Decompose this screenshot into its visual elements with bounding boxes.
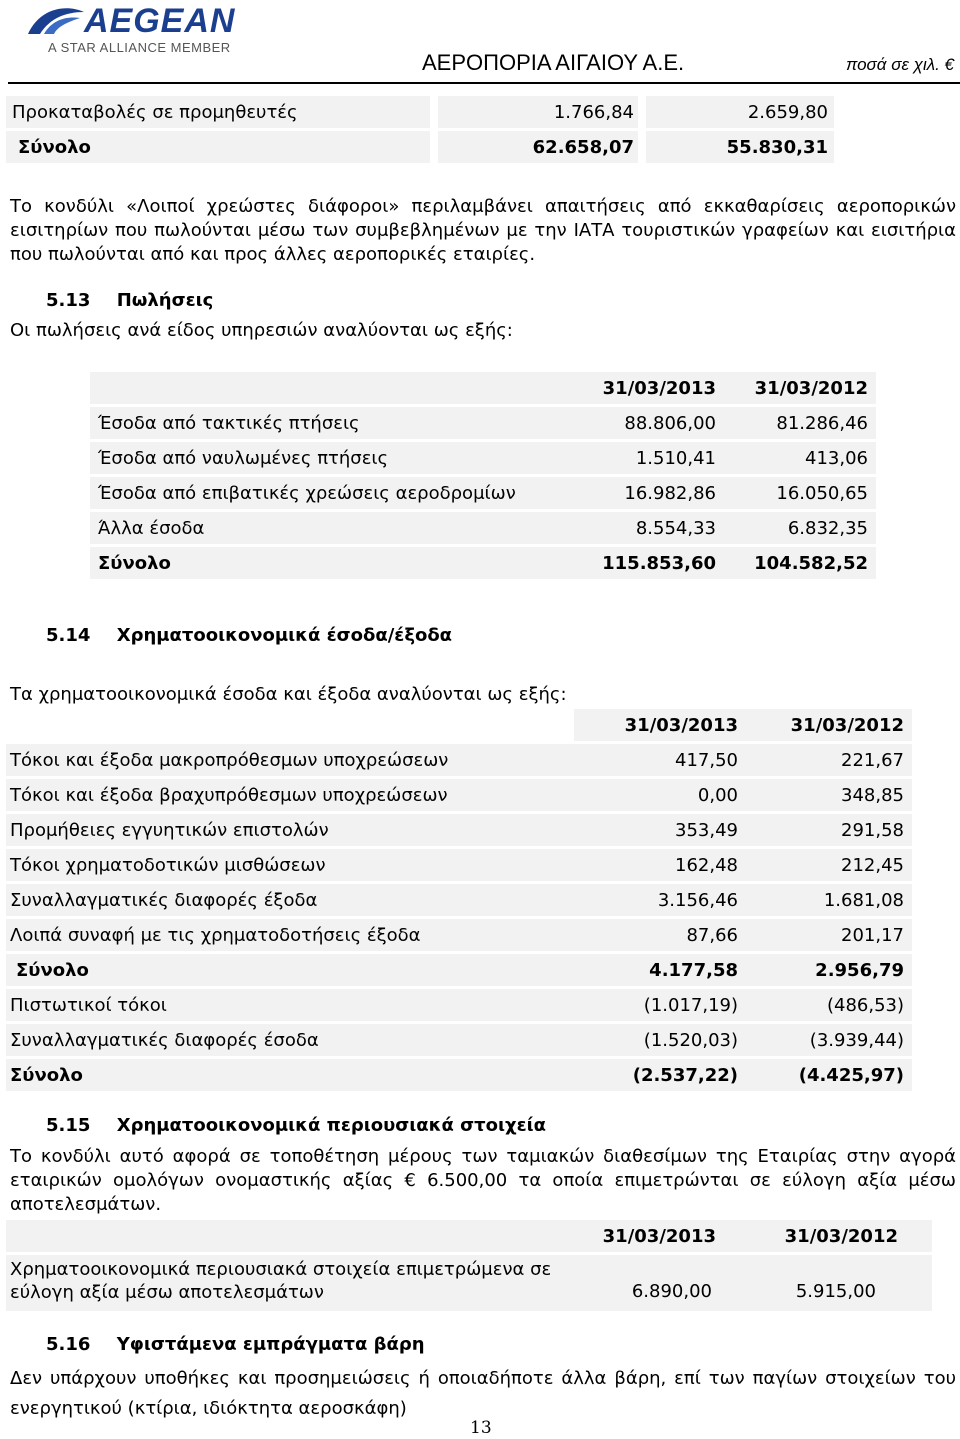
table-header-row [90, 372, 876, 404]
row-value-2013: 6.890,00 [631, 1281, 712, 1302]
row-value-2012: 291,58 [841, 819, 904, 841]
row-value-2013: 0,00 [697, 784, 738, 806]
section-title: Χρηματοοικονομικά έσοδα/έξοδα [116, 625, 453, 646]
row-value-2013: (1.520,03) [643, 1029, 738, 1051]
column-header-2013: 31/03/2013 [624, 714, 738, 736]
row-label: Προκαταβολές σε προμηθευτές [12, 101, 298, 123]
section-5-13-heading [46, 290, 213, 311]
row-label: Έσοδα από τακτικές πτήσεις [98, 412, 360, 434]
header-rule [8, 82, 960, 84]
row-label: Έσοδα από επιβατικές χρεώσεις αεροδρομίων [98, 482, 516, 504]
section-5-16-heading [46, 1334, 425, 1355]
table-row [6, 779, 912, 811]
column-header-2012: 31/03/2012 [784, 1225, 898, 1247]
table-row [6, 849, 912, 881]
table-row [90, 407, 876, 439]
row-value-2012: 413,06 [805, 447, 868, 469]
row-value-2013: (2.537,22) [632, 1064, 738, 1086]
row-value-2012: 2.659,80 [747, 101, 828, 123]
table-row-total [90, 547, 876, 579]
row-value-2013: 16.982,86 [624, 482, 716, 504]
row-value-2012: 81.286,46 [776, 412, 868, 434]
row-value-2012: 201,17 [841, 924, 904, 946]
row-value-2012: (3.939,44) [809, 1029, 904, 1051]
row-value-2013: 8.554,33 [635, 517, 716, 539]
section-5-14-heading [46, 625, 452, 646]
table-row [6, 989, 912, 1021]
aegean-logo [26, 2, 246, 58]
units-label: ποσά σε χιλ. € [845, 55, 954, 74]
section-intro: Οι πωλήσεις ανά είδος υπηρεσιών αναλύονται ως εξής: [10, 320, 513, 341]
section-intro: Τα χρηματοοικονομικά έσοδα και έξοδα αναλύονται ως εξής: [10, 684, 567, 705]
row-value-2013: 88.806,00 [624, 412, 716, 434]
row-label: Συναλλαγματικές διαφορές έξοδα [10, 889, 318, 911]
row-value-2012: 6.832,35 [787, 517, 868, 539]
table-row [6, 884, 912, 916]
row-value-2012: (4.425,97) [798, 1064, 904, 1086]
row-label: Έσοδα από ναυλωμένες πτήσεις [98, 447, 389, 469]
row-value-2013: 417,50 [675, 749, 738, 771]
table-row [6, 814, 912, 846]
table-row [90, 512, 876, 544]
row-label: Τόκοι και έξοδα μακροπρόθεσμων υποχρεώσεων [10, 749, 449, 771]
row-value-2013: 162,48 [675, 854, 738, 876]
row-value-2013: 353,49 [675, 819, 738, 841]
row-value-2013: 1.510,41 [635, 447, 716, 469]
company-name: ΑΕΡΟΠΟΡΙΑ ΑΙΓΑΙΟΥ Α.Ε. [422, 50, 685, 75]
row-label-line: εύλογη αξία μέσω αποτελεσμάτων [10, 1282, 324, 1303]
table-row [6, 1024, 912, 1056]
table-row-total [6, 1059, 912, 1091]
logo-wordmark: AEGEAN [84, 2, 236, 40]
column-header-2013: 31/03/2013 [602, 1225, 716, 1247]
row-value-2013: 87,66 [686, 924, 738, 946]
row-value-2012: 212,45 [841, 854, 904, 876]
section-number: 5.15 [46, 1115, 91, 1136]
section-text: Δεν υπάρχουν υποθήκες και προσημειώσεις ή οποιαδήποτε άλλα βάρη, επί των παγίων στοιχείων του ενεργητικού (κτίρια, ιδιόκτητα αεροσκάφη) [10, 1368, 956, 1419]
row-label [10, 1258, 551, 1304]
table-row-total [6, 131, 834, 163]
section-5-15-heading [46, 1115, 546, 1136]
row-label: Άλλα έσοδα [98, 517, 205, 539]
row-value-2012: 2.956,79 [815, 959, 904, 981]
column-header-2012: 31/03/2012 [754, 377, 868, 399]
table-row-total [6, 954, 912, 986]
row-value-2013: 115.853,60 [602, 552, 716, 574]
row-value-2013: 4.177,58 [649, 959, 738, 981]
row-label: Συναλλαγματικές διαφορές έσοδα [10, 1029, 319, 1051]
row-value-2013: 62.658,07 [532, 136, 634, 158]
section-title: Πωλήσεις [116, 290, 214, 311]
table-row [6, 744, 912, 776]
page-number: 13 [470, 1418, 492, 1438]
column-header-2013: 31/03/2013 [602, 377, 716, 399]
row-value-2012: 16.050,65 [776, 482, 868, 504]
table-row [90, 442, 876, 474]
logo-tagline: A STAR ALLIANCE MEMBER [48, 40, 231, 55]
table-header-row [6, 709, 912, 741]
row-value-2013: 1.766,84 [553, 101, 634, 123]
row-value-2012: 348,85 [841, 784, 904, 806]
table-header-row [6, 1220, 932, 1252]
column-header-2012: 31/03/2012 [790, 714, 904, 736]
section-number: 5.16 [46, 1334, 91, 1355]
row-value-2013: 3.156,46 [657, 889, 738, 911]
row-label: Πιστωτικοί τόκοι [10, 994, 167, 1016]
row-label: Τόκοι χρηματοδοτικών μισθώσεων [10, 854, 326, 876]
row-value-2013: (1.017,19) [643, 994, 738, 1016]
table-row [6, 919, 912, 951]
row-label: Σύνολο [16, 959, 89, 981]
section-title: Χρηματοοικονομικά περιουσιακά στοιχεία [116, 1115, 546, 1136]
row-label: Σύνολο [18, 136, 91, 158]
section-number: 5.14 [46, 625, 91, 646]
row-label-line: Χρηματοοικονομικά περιουσιακά στοιχεία επιμετρώμενα σε [10, 1259, 552, 1280]
section-number: 5.13 [46, 290, 91, 311]
row-value-2012: (486,53) [826, 994, 904, 1016]
section-text: Το κονδύλι αυτό αφορά σε τοποθέτηση μέρους των ταμιακών διαθεσίμων της Εταιρίας στην αγορά εταιρικών ομολόγων ονομαστικής αξίας € 6.500,00 τα οποία επιμετρώνται σε εύλογη αξία μέσω αποτελεσμάτων. [10, 1146, 956, 1215]
table-row [6, 1255, 932, 1311]
row-value-2012: 104.582,52 [754, 552, 868, 574]
receivables-note: Το κονδύλι «Λοιποί χρεώστες διάφοροι» περιλαμβάνει απαιτήσεις από εκκαθαρίσεις αεροπορικών εισιτηρίων που πωλούνται μέσω των συμβεβλημένων με την ΙΑΤΑ τουριστικών γραφείων και εισιτήρια που πωλούνται από και προς άλλες αεροπορικές εταιρίες. [10, 196, 956, 265]
row-label: Λοιπά συναφή με τις χρηματοδοτήσεις έξοδα [10, 924, 421, 946]
table-row [90, 477, 876, 509]
row-value-2012: 1.681,08 [823, 889, 904, 911]
row-value-2012: 221,67 [841, 749, 904, 771]
section-title: Υφιστάμενα εμπράγματα βάρη [116, 1334, 425, 1355]
row-value-2012: 5.915,00 [795, 1281, 876, 1302]
aegean-bird-icon [26, 4, 86, 38]
row-label: Προμήθειες εγγυητικών επιστολών [10, 819, 329, 841]
row-label: Σύνολο [98, 552, 171, 574]
table-row [6, 96, 834, 128]
row-value-2012: 55.830,31 [726, 136, 828, 158]
row-label: Σύνολο [10, 1064, 83, 1086]
row-label: Τόκοι και έξοδα βραχυπρόθεσμων υποχρεώσεων [10, 784, 448, 806]
